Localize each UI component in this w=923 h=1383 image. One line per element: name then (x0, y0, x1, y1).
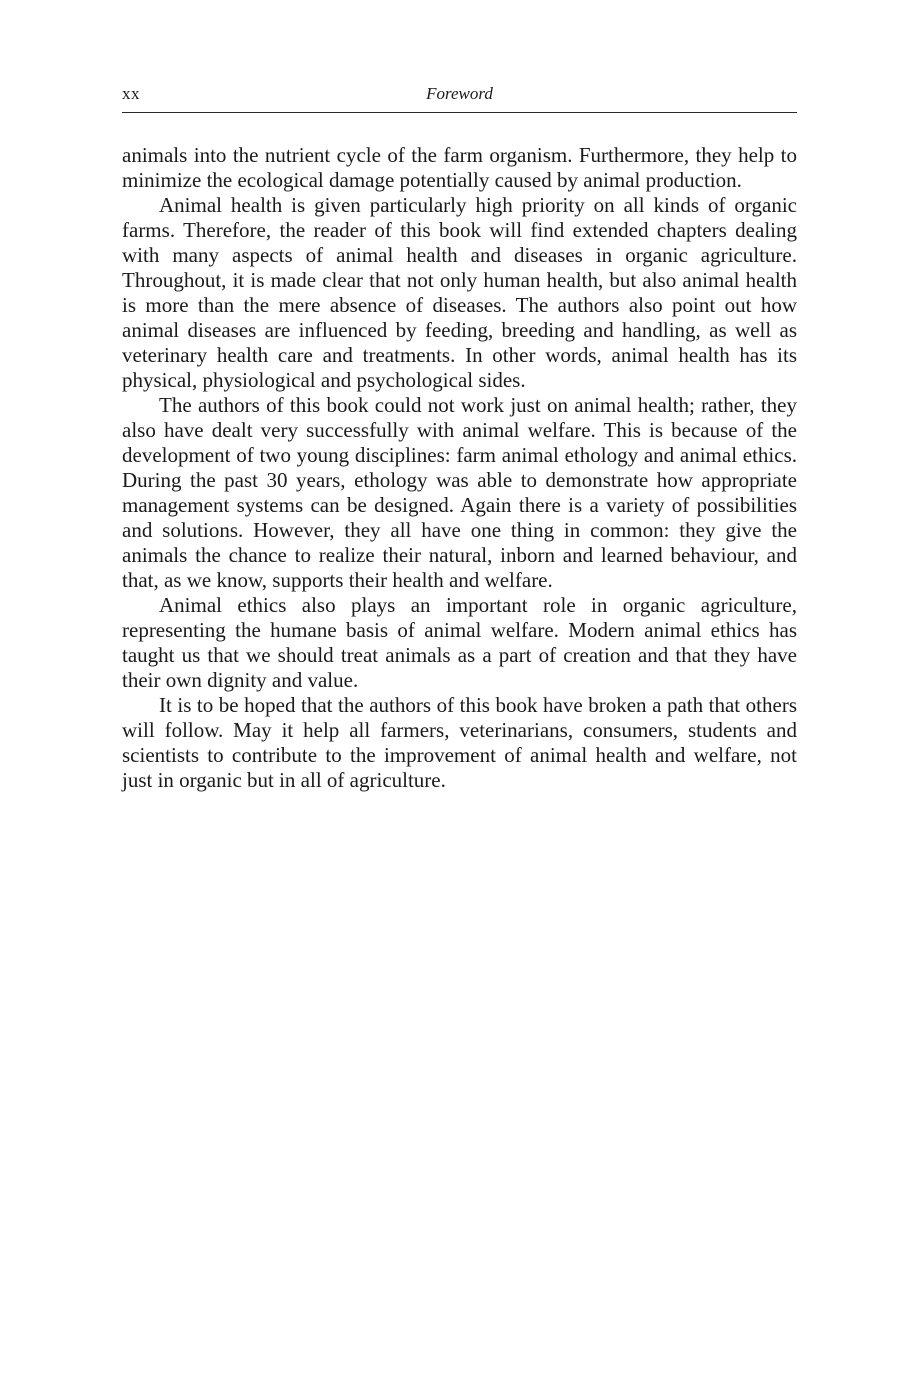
book-page (122, 0, 797, 793)
section-title: Foreword (426, 84, 493, 103)
body-text (122, 143, 797, 793)
paragraph-closing: It is to be hoped that the authors of this book have broken a path that others will follow. May it help all farmers, veterinarians, consumers, students and scientists to contribute to the improvement of animal health and welfare, not just in organic but in all of agriculture. (122, 693, 797, 792)
paragraph-animal-ethics: Animal ethics also plays an important role in organic agriculture, representing the humane basis of animal welfare. Modern animal ethics has taught us that we should treat animals as a part of creation and that they have their own dignity and value. (122, 593, 797, 692)
paragraph-animal-health: Animal health is given particularly high priority on all kinds of organic farms. Therefore, the reader of this book will find extended chapters dealing with many aspects of animal health and diseases in organic agriculture. Throughout, it is made clear that not only human health, but also animal health is more than the mere absence of diseases. The authors also point out how animal diseases are influenced by feeding, breeding and handling, as well as veterinary health care and treatments. In other words, animal health has its physical, physiological and psychological sides. (122, 193, 797, 392)
paragraph-animal-welfare: The authors of this book could not work just on animal health; rather, they also have dealt very successfully with animal welfare. This is because of the development of two young disciplines: farm animal ethology and animal ethics. During the past 30 years, ethology was able to demonstrate how appropriate management systems can be designed. Again there is a variety of possibilities and solutions. However, they all have one thing in common: they give the animals the chance to realize their natural, inborn and learned behaviour, and that, as we know, supports their health and welfare. (122, 393, 797, 592)
running-header (122, 0, 797, 113)
paragraph-continued: animals into the nutrient cycle of the farm organism. Furthermore, they help to minimize the ecological damage potentially caused by animal production. (122, 143, 797, 192)
page-number: xx (122, 84, 140, 103)
